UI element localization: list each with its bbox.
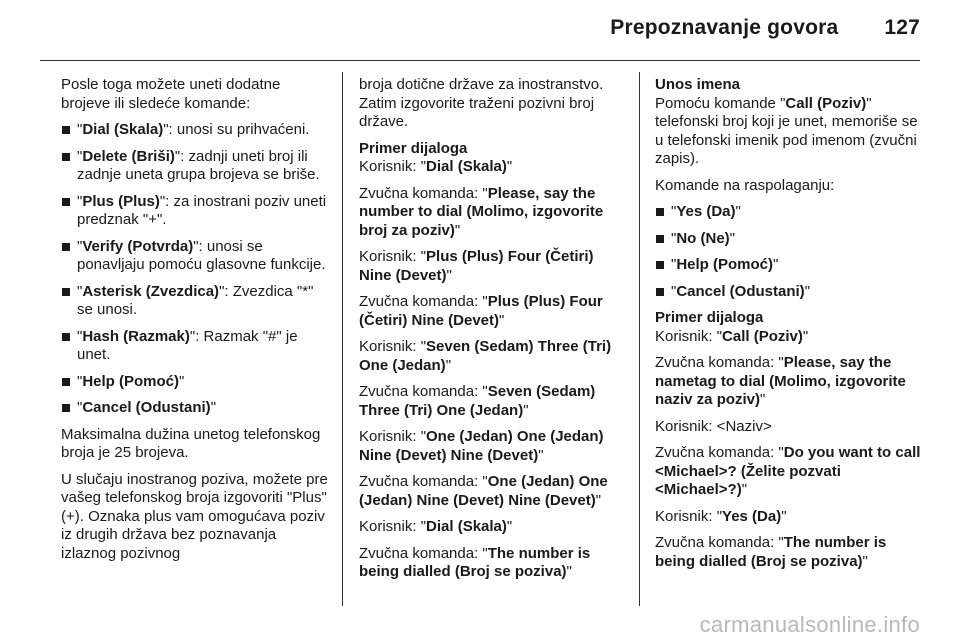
dialog-line: Zvučna komanda: "The number is being dialled (Broj se poziva)" <box>655 534 887 570</box>
bullet-square-icon <box>62 288 70 296</box>
command-desc: : Zvezdica "*" se unosi. <box>77 282 314 318</box>
bullet-square-icon <box>62 243 70 251</box>
column-2 <box>359 76 624 590</box>
section-heading: Unos imena <box>655 76 741 93</box>
bullet-square-icon <box>62 333 70 341</box>
dialog-command: Dial (Skala) <box>426 158 507 175</box>
column-divider-2 <box>639 72 640 606</box>
dialog-line: Korisnik: "One (Jedan) One (Jedan) Nine (Devet) Nine (Devet)" <box>359 428 604 464</box>
text-run: Pomoću komande " <box>655 94 786 112</box>
command-list <box>61 121 333 418</box>
column-divider-1 <box>342 72 343 606</box>
paragraph: U slučaju inostranog poziva, možete pre vašeg telefonskog broja izgovoriti "Plus" (+). Oznaka plus vam omogućava poziv iz drugih država bez poznavanja izlaznog pozivnog <box>61 470 328 562</box>
dialog-speaker: Zvučna komanda: <box>359 544 483 562</box>
command-name: No (Ne) <box>676 229 730 247</box>
command-name: Cancel (Odustani) <box>676 282 805 300</box>
dialog-speaker: Korisnik: <box>655 327 717 345</box>
intro-text: Posle toga možete uneti dodatne brojeve ili sledeće komande: <box>61 76 281 112</box>
command-name: Help (Pomoć) <box>82 372 180 390</box>
command-desc: : Razmak "#" je unet. <box>77 327 298 363</box>
command-name: Hash (Razmak) <box>82 327 190 345</box>
paragraph <box>655 95 925 169</box>
dialog-speaker: Zvučna komanda: <box>655 444 779 461</box>
dialog-speaker: Zvučna komanda: <box>359 473 483 490</box>
list-item: "Hash (Razmak)": Razmak "#" je unet. <box>61 328 333 365</box>
dialog-line: Zvučna komanda: "Please, say the number to dial (Molimo, izgovorite broj za poziv)" <box>359 184 604 239</box>
dialog-line: Zvučna komanda: "Plus (Plus) Four (Četiri) Nine (Devet)" <box>359 293 603 329</box>
command-name: Help (Pomoć) <box>676 256 774 273</box>
dialog-command: Dial (Skala) <box>426 518 507 535</box>
dialog-line: Korisnik: "Plus (Plus) Four (Četiri) Nine (Devet)" <box>359 248 594 284</box>
page-title: Prepoznavanje govora <box>610 16 839 39</box>
dialog-line: Korisnik: "Dial (Skala)" <box>359 158 513 175</box>
list-item: "Delete (Briši)": zadnji uneti broj ili zadnje uneta grupa brojeva se briše. <box>61 148 333 185</box>
dialog-line: Korisnik: "Yes (Da)" <box>655 507 787 525</box>
dialog-command: One (Jedan) One (Jedan) Nine (Devet) Nine (Devet) <box>359 473 608 509</box>
dialog-line: Zvučna komanda: "Do you want to call <Michael>? (Želite pozvati <Michael>?)" <box>655 444 921 498</box>
list-item: "Yes (Da)" <box>655 203 925 222</box>
dialog-speaker: Korisnik: <box>359 428 421 445</box>
dialog-speaker: Zvučna komanda: <box>359 383 483 400</box>
dialog-speaker: Zvučna komanda: <box>359 184 483 202</box>
dialog-line: Korisnik: "Seven (Sedam) Three (Tri) One (Jedan)" <box>359 338 612 374</box>
bullet-square-icon <box>656 235 664 243</box>
list-item: "Dial (Skala)": unosi su prihvaćeni. <box>61 121 333 140</box>
command-list <box>655 203 925 301</box>
dialog-speaker: Zvučna komanda: <box>655 534 779 551</box>
command-name: Call (Poziv) <box>785 94 867 112</box>
list-item: "Cancel (Odustani)" <box>61 399 333 418</box>
command-name: Yes (Da) <box>676 203 736 220</box>
dialog-command: Seven (Sedam) Three (Tri) One (Jedan) <box>359 383 596 419</box>
dialog-speaker: Zvučna komanda: <box>655 354 779 371</box>
command-desc: : unosi su prihvaćeni. <box>168 121 310 138</box>
dialog-command: Please, say the number to dial (Molimo, izgovorite broj za poziv) <box>359 184 604 239</box>
bullet-square-icon <box>62 153 70 161</box>
bullet-square-icon <box>62 378 70 386</box>
list-item: "No (Ne)" <box>655 230 925 249</box>
dialog-command: Please, say the nametag to dial (Molimo, izgovorite naziv za poziv) <box>655 354 906 408</box>
bullet-square-icon <box>656 208 664 216</box>
list-item: "Plus (Plus)": za inostrani poziv uneti predznak "+". <box>61 193 333 230</box>
dialog-speaker: Korisnik: <box>359 158 421 175</box>
dialog-command: One (Jedan) One (Jedan) Nine (Devet) Nine (Devet) <box>359 428 604 464</box>
command-desc: : zadnji uneti broj ili zadnje uneta grupa brojeva se briše. <box>77 147 320 183</box>
watermark: carmanualsonline.info <box>699 612 920 637</box>
page-header <box>610 16 920 40</box>
dialog-speaker: Korisnik: <box>655 507 717 525</box>
bullet-square-icon <box>62 198 70 206</box>
command-desc: : za inostrani poziv uneti predznak "+". <box>77 192 327 228</box>
dialog-line <box>655 418 925 437</box>
dialog-line: Zvučna komanda: "One (Jedan) One (Jedan) Nine (Devet) Nine (Devet)" <box>359 473 608 509</box>
list-item: "Verify (Potvrda)": unosi se ponavljaju pomoću glasovne funkcije. <box>61 238 333 275</box>
command-name: Plus (Plus) <box>82 192 160 210</box>
dialog-line: Korisnik: "Dial (Skala)" <box>359 518 513 535</box>
page-number: 127 <box>884 16 920 39</box>
section-heading: Primer dijaloga <box>655 309 764 326</box>
dialog-line: Zvučna komanda: "Seven (Sedam) Three (Tri) One (Jedan)" <box>359 383 596 419</box>
bullet-square-icon <box>656 261 664 269</box>
section-heading: Primer dijaloga <box>359 139 468 157</box>
column-3 <box>655 76 925 579</box>
paragraph: Maksimalna dužina unetog telefonskog broja je 25 brojeva. <box>61 425 321 461</box>
dialog-command: The number is being dialled (Broj se poziva) <box>359 544 591 580</box>
dialog-command: Call (Poziv) <box>722 327 803 345</box>
dialog-command: Plus (Plus) Four (Četiri) Nine (Devet) <box>359 248 594 284</box>
list-item: "Cancel (Odustani)" <box>655 283 925 302</box>
dialog-speaker: Korisnik: <box>359 248 421 265</box>
bullet-square-icon <box>62 126 70 134</box>
command-name: Dial (Skala) <box>82 121 164 138</box>
dialog-command: Seven (Sedam) Three (Tri) One (Jedan) <box>359 338 612 374</box>
paragraph: Komande na raspolaganju: <box>655 176 835 194</box>
command-desc: : unosi se ponavljaju pomoću glasovne funkcije. <box>77 237 326 273</box>
dialog-line: Zvučna komanda: "Please, say the nametag to dial (Molimo, izgovorite naziv za poziv)" <box>655 354 906 408</box>
command-name: Delete (Briši) <box>82 147 175 165</box>
column-1 <box>61 76 333 571</box>
dialog-command: Do you want to call <Michael>? (Želite pozvati <Michael>?) <box>655 444 921 498</box>
header-rule <box>40 60 920 61</box>
dialog-line: Zvučna komanda: "The number is being dialled (Broj se poziva)" <box>359 544 591 580</box>
list-item: "Asterisk (Zvezdica)": Zvezdica "*" se unosi. <box>61 283 333 320</box>
dialog-speaker: Korisnik: <Naziv> <box>655 417 772 435</box>
paragraph: broja dotične države za inostranstvo. Zatim izgovorite traženi pozivni broj države. <box>359 76 604 130</box>
bullet-square-icon <box>62 404 70 412</box>
command-name: Verify (Potvrda) <box>82 237 194 255</box>
dialog-speaker: Korisnik: <box>359 518 421 535</box>
dialog-speaker: Korisnik: <box>359 338 421 355</box>
text-run: " telefonski broj koji je unet, memoriše se u telefonski imenik pod imenom (zvučni zapis). <box>655 94 918 167</box>
dialog-line: Korisnik: "Call (Poziv)" <box>655 327 809 345</box>
bullet-square-icon <box>656 288 664 296</box>
list-item: "Help (Pomoć)" <box>655 256 925 275</box>
command-name: Asterisk (Zvezdica) <box>82 282 220 300</box>
list-item: "Help (Pomoć)" <box>61 373 333 392</box>
dialog-command: The number is being dialled (Broj se poziva) <box>655 534 887 570</box>
dialog-speaker: Zvučna komanda: <box>359 293 483 310</box>
dialog-command: Plus (Plus) Four (Četiri) Nine (Devet) <box>359 293 603 329</box>
dialog-command: Yes (Da) <box>722 507 782 525</box>
command-name: Cancel (Odustani) <box>82 399 211 416</box>
